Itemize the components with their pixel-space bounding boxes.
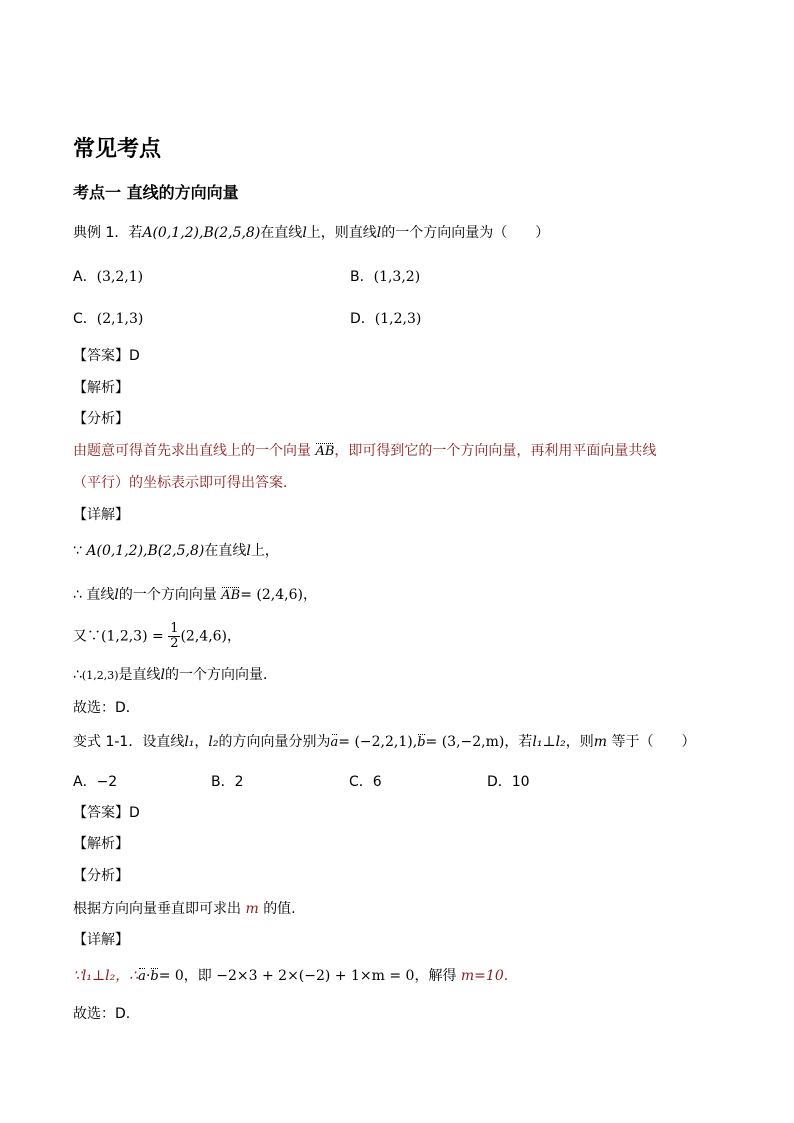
vector-ab: AB (221, 588, 241, 603)
detail-step-2 (73, 584, 317, 604)
detail-step-3 (73, 622, 241, 651)
option-value: (3,2,1) (96, 269, 144, 285)
vector-ab: AB (315, 444, 335, 459)
option-a (73, 266, 143, 286)
therefore-symbol: ∴ (73, 667, 82, 683)
q-text: ， (194, 734, 209, 750)
variant-option-d: D．10 (487, 774, 530, 790)
fenxi-text-1 (73, 440, 656, 460)
fraction-half (168, 622, 180, 651)
page-heading: 常见考点 (73, 137, 162, 162)
step-text: 在直线 (204, 543, 247, 559)
perp-condition: l₁⊥l₂ (532, 734, 566, 750)
variant-fenxi: 【分析】 (73, 868, 129, 884)
m-symbol: m (245, 901, 259, 917)
vector-b: b (417, 735, 426, 750)
fenxi-text-2: （平行）的坐标表示即可得出答案． (73, 475, 297, 491)
variant-analysis: 【解析】 (73, 836, 129, 852)
detail-step-4 (73, 664, 277, 684)
step-math: 又∵(1,2,3) = (73, 628, 164, 645)
variant-detail: 【详解】 (73, 932, 129, 948)
vector-b-value: = (3,−2,m) (425, 734, 505, 750)
option-label: D． (350, 311, 375, 327)
variant-choose: 故选：D. (73, 1006, 131, 1022)
because-symbol: ∵ (73, 543, 82, 559)
step-text: 是直线 (118, 667, 161, 683)
solution-result: m=10. (460, 968, 509, 984)
line-l2: l₂ (208, 734, 219, 750)
points: A(0,1,2),B(2,5,8) (86, 543, 205, 559)
option-value: (2,1,3) (96, 311, 144, 327)
option-value: (1,2,3) (374, 311, 422, 327)
step-math: (1,2,3) (81, 669, 119, 682)
option-d (350, 308, 421, 328)
fenxi-label: 【分析】 (73, 411, 129, 427)
answer-line: 【答案】D (73, 348, 140, 364)
line-symbol: l (160, 667, 165, 683)
fenxi-text: ，即可得到它的一个方向向量，再利用平面向量共线 (334, 443, 657, 459)
solution-text: ∵l₁⊥l₂，∴ (73, 968, 139, 984)
step-math: (2,4,6)， (180, 628, 242, 645)
option-c (73, 308, 143, 328)
q-text: ，则 (565, 734, 594, 750)
option-label: A． (73, 269, 97, 285)
detail-step-1 (73, 540, 279, 560)
q-text: 上，则直线 (306, 225, 377, 241)
option-value: (1,3,2) (373, 269, 421, 285)
choose-line: 故选：D． (73, 700, 140, 716)
option-b (350, 266, 420, 286)
line-symbol: l (376, 225, 382, 241)
q-text: 等于（ ） (611, 734, 696, 750)
q-text: 的方向向量分别为 (218, 734, 331, 750)
variant-label: 变式 1-1．设直线 (73, 734, 185, 750)
step-text: 的一个方向向量 (118, 587, 217, 603)
q-text: ，若 (504, 734, 533, 750)
variant-solution (73, 965, 508, 985)
vector-a-value: = (−2,2,1), (338, 734, 418, 750)
fenxi-text: 根据方向向量垂直即可求出 (73, 901, 241, 917)
variant-option-a: A．−2 (73, 774, 118, 790)
section-heading: 考点一 直线的方向向量 (73, 183, 239, 202)
q-text: 的一个方向向量为（ ） (381, 225, 550, 241)
solution-math: = 0，即 −2×3 + 2×(−2) + 1×m = 0，解得 (158, 968, 457, 984)
variant-option-c: C．6 (349, 774, 382, 790)
vector-a: a (138, 969, 146, 984)
numerator: 1 (170, 621, 179, 636)
variant-question (73, 731, 695, 751)
vector-b: b (150, 969, 159, 984)
line-l1: l₁ (184, 734, 195, 750)
example1-label: 典例 1．若 (73, 225, 143, 241)
dot-symbol: · (145, 968, 151, 984)
variant-fenxi-text (73, 898, 296, 918)
variant-option-b: B．2 (211, 774, 244, 790)
denominator: 2 (170, 636, 179, 651)
line-symbol: l (246, 543, 251, 559)
line-symbol: l (302, 225, 307, 241)
example1-points: A(0,1,2),B(2,5,8) (142, 225, 261, 241)
option-label: C． (73, 311, 97, 327)
fenxi-text: 由题意可得首先求出直线上的一个向量 (73, 443, 311, 459)
fenxi-text: 的值. (263, 901, 296, 917)
vector-a: a (330, 735, 339, 750)
line-symbol: l (114, 587, 119, 603)
example1-question (73, 222, 549, 242)
detail-label: 【详解】 (73, 507, 129, 523)
option-label: B． (350, 269, 374, 285)
analysis-label: 【解析】 (73, 380, 129, 396)
variant-answer: 【答案】D (73, 805, 140, 821)
q-text: 在直线 (260, 225, 303, 241)
step-text: ∴ 直线 (73, 587, 115, 603)
step-text: 上， (250, 543, 279, 559)
m-symbol: m (593, 734, 607, 750)
step-math: = (2,4,6)， (240, 587, 317, 603)
step-text: 的一个方向向量． (164, 667, 277, 683)
